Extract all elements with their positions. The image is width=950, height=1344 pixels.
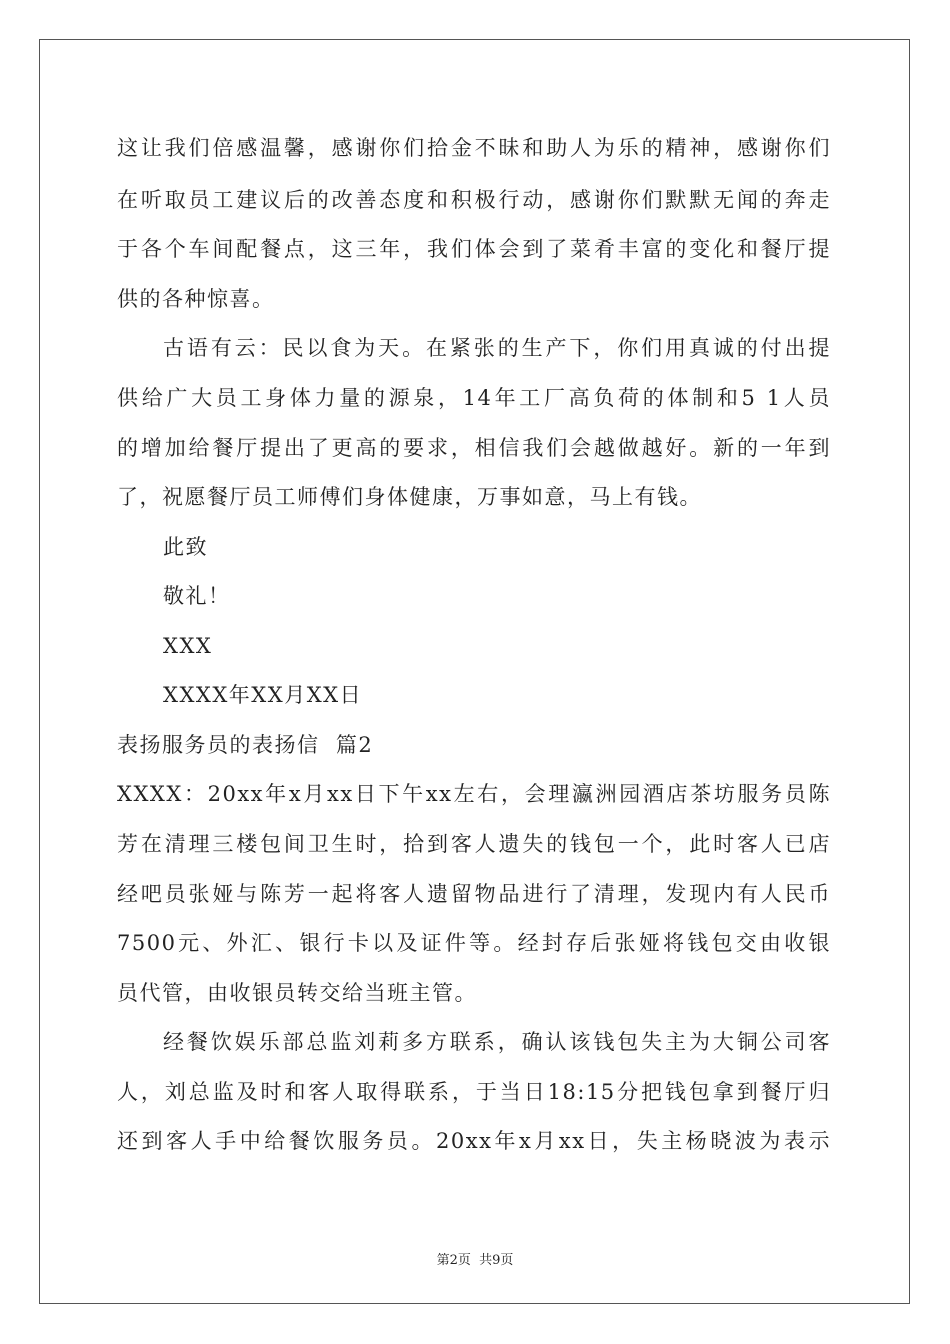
- text-line: 芳在清理三楼包间卫生时，拾到客人遗失的钱包一个，此时客人已店: [117, 832, 831, 856]
- text-line: 这让我们倍感温馨，感谢你们拾金不昧和助人为乐的精神，感谢你们: [117, 136, 831, 160]
- text-line: 经餐饮娱乐部总监刘莉多方联系，确认该钱包失主为大铜公司客: [163, 1030, 831, 1054]
- page-footer: 第2页 共9页: [436, 1253, 514, 1268]
- text-line: 还到客人手中给餐饮服务员。20xx年x月xx日，失主杨晓波为表示: [117, 1129, 831, 1153]
- text-line: 的增加给餐厅提出了更高的要求，相信我们会越做越好。新的一年到: [117, 436, 831, 460]
- text-line: 了，祝愿餐厅员工师傅们身体健康，万事如意，马上有钱。: [117, 485, 702, 509]
- text-line: 于各个车间配餐点，这三年，我们体会到了菜肴丰富的变化和餐厅提: [117, 237, 831, 261]
- text-line: 员代管，由收银员转交给当班主管。: [117, 981, 477, 1005]
- closing-salutation: 此致: [163, 535, 208, 559]
- signature-date: XXXX年XX月XX日: [163, 683, 363, 707]
- closing-regards: 敬礼！: [163, 584, 231, 608]
- text-line: 在听取员工建议后的改善态度和积极行动，感谢你们默默无闻的奔走: [117, 188, 831, 212]
- signature-name: XXX: [163, 634, 213, 658]
- section-heading: 表扬服务员的表扬信 篇2: [117, 733, 374, 757]
- text-line: 供给广大员工身体力量的源泉，14年工厂高负荷的体制和5 1人员: [117, 386, 831, 410]
- text-line: 古语有云：民以食为天。在紧张的生产下，你们用真诚的付出提: [163, 336, 831, 360]
- text-line: 供的各种惊喜。: [117, 287, 275, 311]
- text-line: 人，刘总监及时和客人取得联系，于当日18:15分把钱包拿到餐厅归: [117, 1080, 831, 1104]
- text-line: XXXX：20xx年x月xx日下午xx左右，会理瀛洲园酒店茶坊服务员陈: [117, 782, 831, 806]
- text-line: 7500元、外汇、银行卡以及证件等。经封存后张娅将钱包交由收银: [117, 931, 831, 955]
- text-line: 经吧员张娅与陈芳一起将客人遗留物品进行了清理，发现内有人民币: [117, 882, 831, 906]
- page-border: [39, 39, 910, 1304]
